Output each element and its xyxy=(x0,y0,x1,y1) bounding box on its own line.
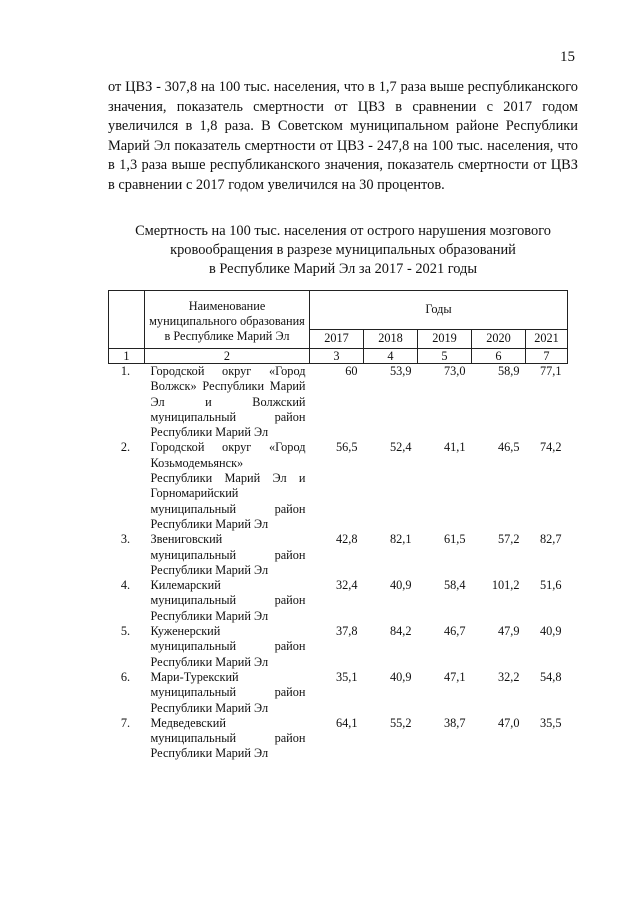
intro-line: республиканского значения, показатель смертности от ЦВЗ в сравнении xyxy=(108,79,578,115)
table-row xyxy=(109,670,568,716)
value-cell: 60 xyxy=(345,364,358,378)
row-number: 7. xyxy=(120,715,131,730)
num-column-header xyxy=(109,291,145,349)
year-header: 2020 xyxy=(472,330,526,349)
value-cell: 32,4 xyxy=(335,578,358,593)
column-number: 1 xyxy=(109,349,145,364)
value-cell: 84,2 xyxy=(389,624,412,639)
value-cell: 101,2 xyxy=(491,578,520,593)
column-number: 6 xyxy=(472,349,526,364)
table-row xyxy=(109,364,568,441)
intro-line: на 30 процентов. xyxy=(341,176,445,193)
value-cell: 58,9 xyxy=(497,364,520,378)
year-header: 2018 xyxy=(364,330,418,349)
value-cell: 46,7 xyxy=(443,624,466,639)
table-row xyxy=(109,532,568,578)
value-cell: 47,1 xyxy=(443,669,466,684)
row-number: 1. xyxy=(120,364,131,378)
column-number: 3 xyxy=(310,349,364,364)
value-cell: 51,6 xyxy=(539,578,562,593)
value-cell: 58,4 xyxy=(443,578,466,593)
value-cell: 41,1 xyxy=(443,440,466,455)
value-cell: 82,7 xyxy=(539,532,562,547)
column-number: 7 xyxy=(526,349,568,364)
value-cell: 37,8 xyxy=(335,624,358,639)
row-number: 4. xyxy=(120,578,131,593)
year-header: 2019 xyxy=(418,330,472,349)
row-number: 2. xyxy=(120,440,131,455)
intro-line: показатель смертности от ЦВЗ в сравнении с 2017 годом увеличился xyxy=(108,157,578,193)
year-header: 2021 xyxy=(526,330,568,349)
value-cell: 47,9 xyxy=(497,624,520,639)
intro-line: Республики Марий Эл показатель смертности от ЦВЗ - 247,8 xyxy=(108,118,578,154)
column-number-row xyxy=(109,349,568,364)
municipality-name: Мари-Турекский муниципальный район Республики Марий Эл xyxy=(150,669,306,715)
intro-line: от ЦВЗ - 307,8 на 100 тыс. населения, что в 1,7 раза выше xyxy=(108,79,464,95)
row-number: 3. xyxy=(120,532,131,547)
table-row xyxy=(109,624,568,670)
table-row xyxy=(109,578,568,624)
value-cell: 35,5 xyxy=(539,715,562,730)
page-number: 15 xyxy=(560,49,575,65)
table-row xyxy=(109,440,568,532)
value-cell: 52,4 xyxy=(389,440,412,455)
intro-line: на 100 тыс. населения, что в 1,3 раза выше республиканского значения, xyxy=(108,137,578,173)
value-cell: 73,0 xyxy=(443,364,466,378)
value-cell: 74,2 xyxy=(539,440,562,455)
value-cell: 56,5 xyxy=(335,440,358,455)
municipality-name: Городской округ «Город Козьмодемьянск» Республики Марий Эл и Горномарийский муниципальный район Республики Марий Эл xyxy=(150,440,306,531)
intro-paragraph xyxy=(108,78,578,195)
row-number: 5. xyxy=(120,624,131,639)
intro-line: с 2017 годом увеличился в 1,8 раза. В Советском муниципальном районе xyxy=(108,98,578,134)
table-title xyxy=(108,222,578,279)
table-title-line: кровообращения в разрезе муниципальных образований xyxy=(170,242,516,258)
value-cell: 46,5 xyxy=(497,440,520,455)
value-cell: 40,9 xyxy=(389,669,412,684)
column-number: 4 xyxy=(364,349,418,364)
value-cell: 53,9 xyxy=(389,364,412,378)
value-cell: 57,2 xyxy=(497,532,520,547)
value-cell: 42,8 xyxy=(335,532,358,547)
value-cell: 32,2 xyxy=(497,669,520,684)
municipality-name: Медведевский муниципальный район Республики Марий Эл xyxy=(150,715,306,761)
value-cell: 35,1 xyxy=(335,669,358,684)
value-cell: 40,9 xyxy=(539,624,562,639)
value-cell: 47,0 xyxy=(497,715,520,730)
municipality-name: Городской округ «Город Волжск» Республики Марий Эл и Волжский муниципальный район Республики Марий Эл xyxy=(150,364,306,440)
years-header: Годы xyxy=(310,291,568,330)
municipality-name: Звениговский муниципальный район Республики Марий Эл xyxy=(150,532,306,577)
column-number: 2 xyxy=(145,349,310,364)
value-cell: 64,1 xyxy=(335,715,358,730)
value-cell: 61,5 xyxy=(443,532,466,547)
value-cell: 77,1 xyxy=(539,364,562,378)
value-cell: 54,8 xyxy=(539,669,562,684)
table-title-line: Смертность на 100 тыс. населения от острого нарушения мозгового xyxy=(135,223,551,239)
mortality-table xyxy=(108,290,568,762)
municipality-name: Куженерский муниципальный район Республики Марий Эл xyxy=(150,624,306,669)
row-number: 6. xyxy=(120,669,131,684)
value-cell: 82,1 xyxy=(389,532,412,547)
table-row xyxy=(109,716,568,762)
value-cell: 55,2 xyxy=(389,715,412,730)
table-title-line: в Республике Марий Эл за 2017 - 2021 годы xyxy=(208,261,478,277)
value-cell: 38,7 xyxy=(443,715,466,730)
table-header-row xyxy=(109,291,568,330)
municipality-name: Килемарский муниципальный район Республики Марий Эл xyxy=(150,578,306,623)
column-number: 5 xyxy=(418,349,472,364)
value-cell: 40,9 xyxy=(389,578,412,593)
year-header: 2017 xyxy=(310,330,364,349)
name-column-header: Наименование муниципального образования в Республике Марий Эл xyxy=(145,291,310,349)
